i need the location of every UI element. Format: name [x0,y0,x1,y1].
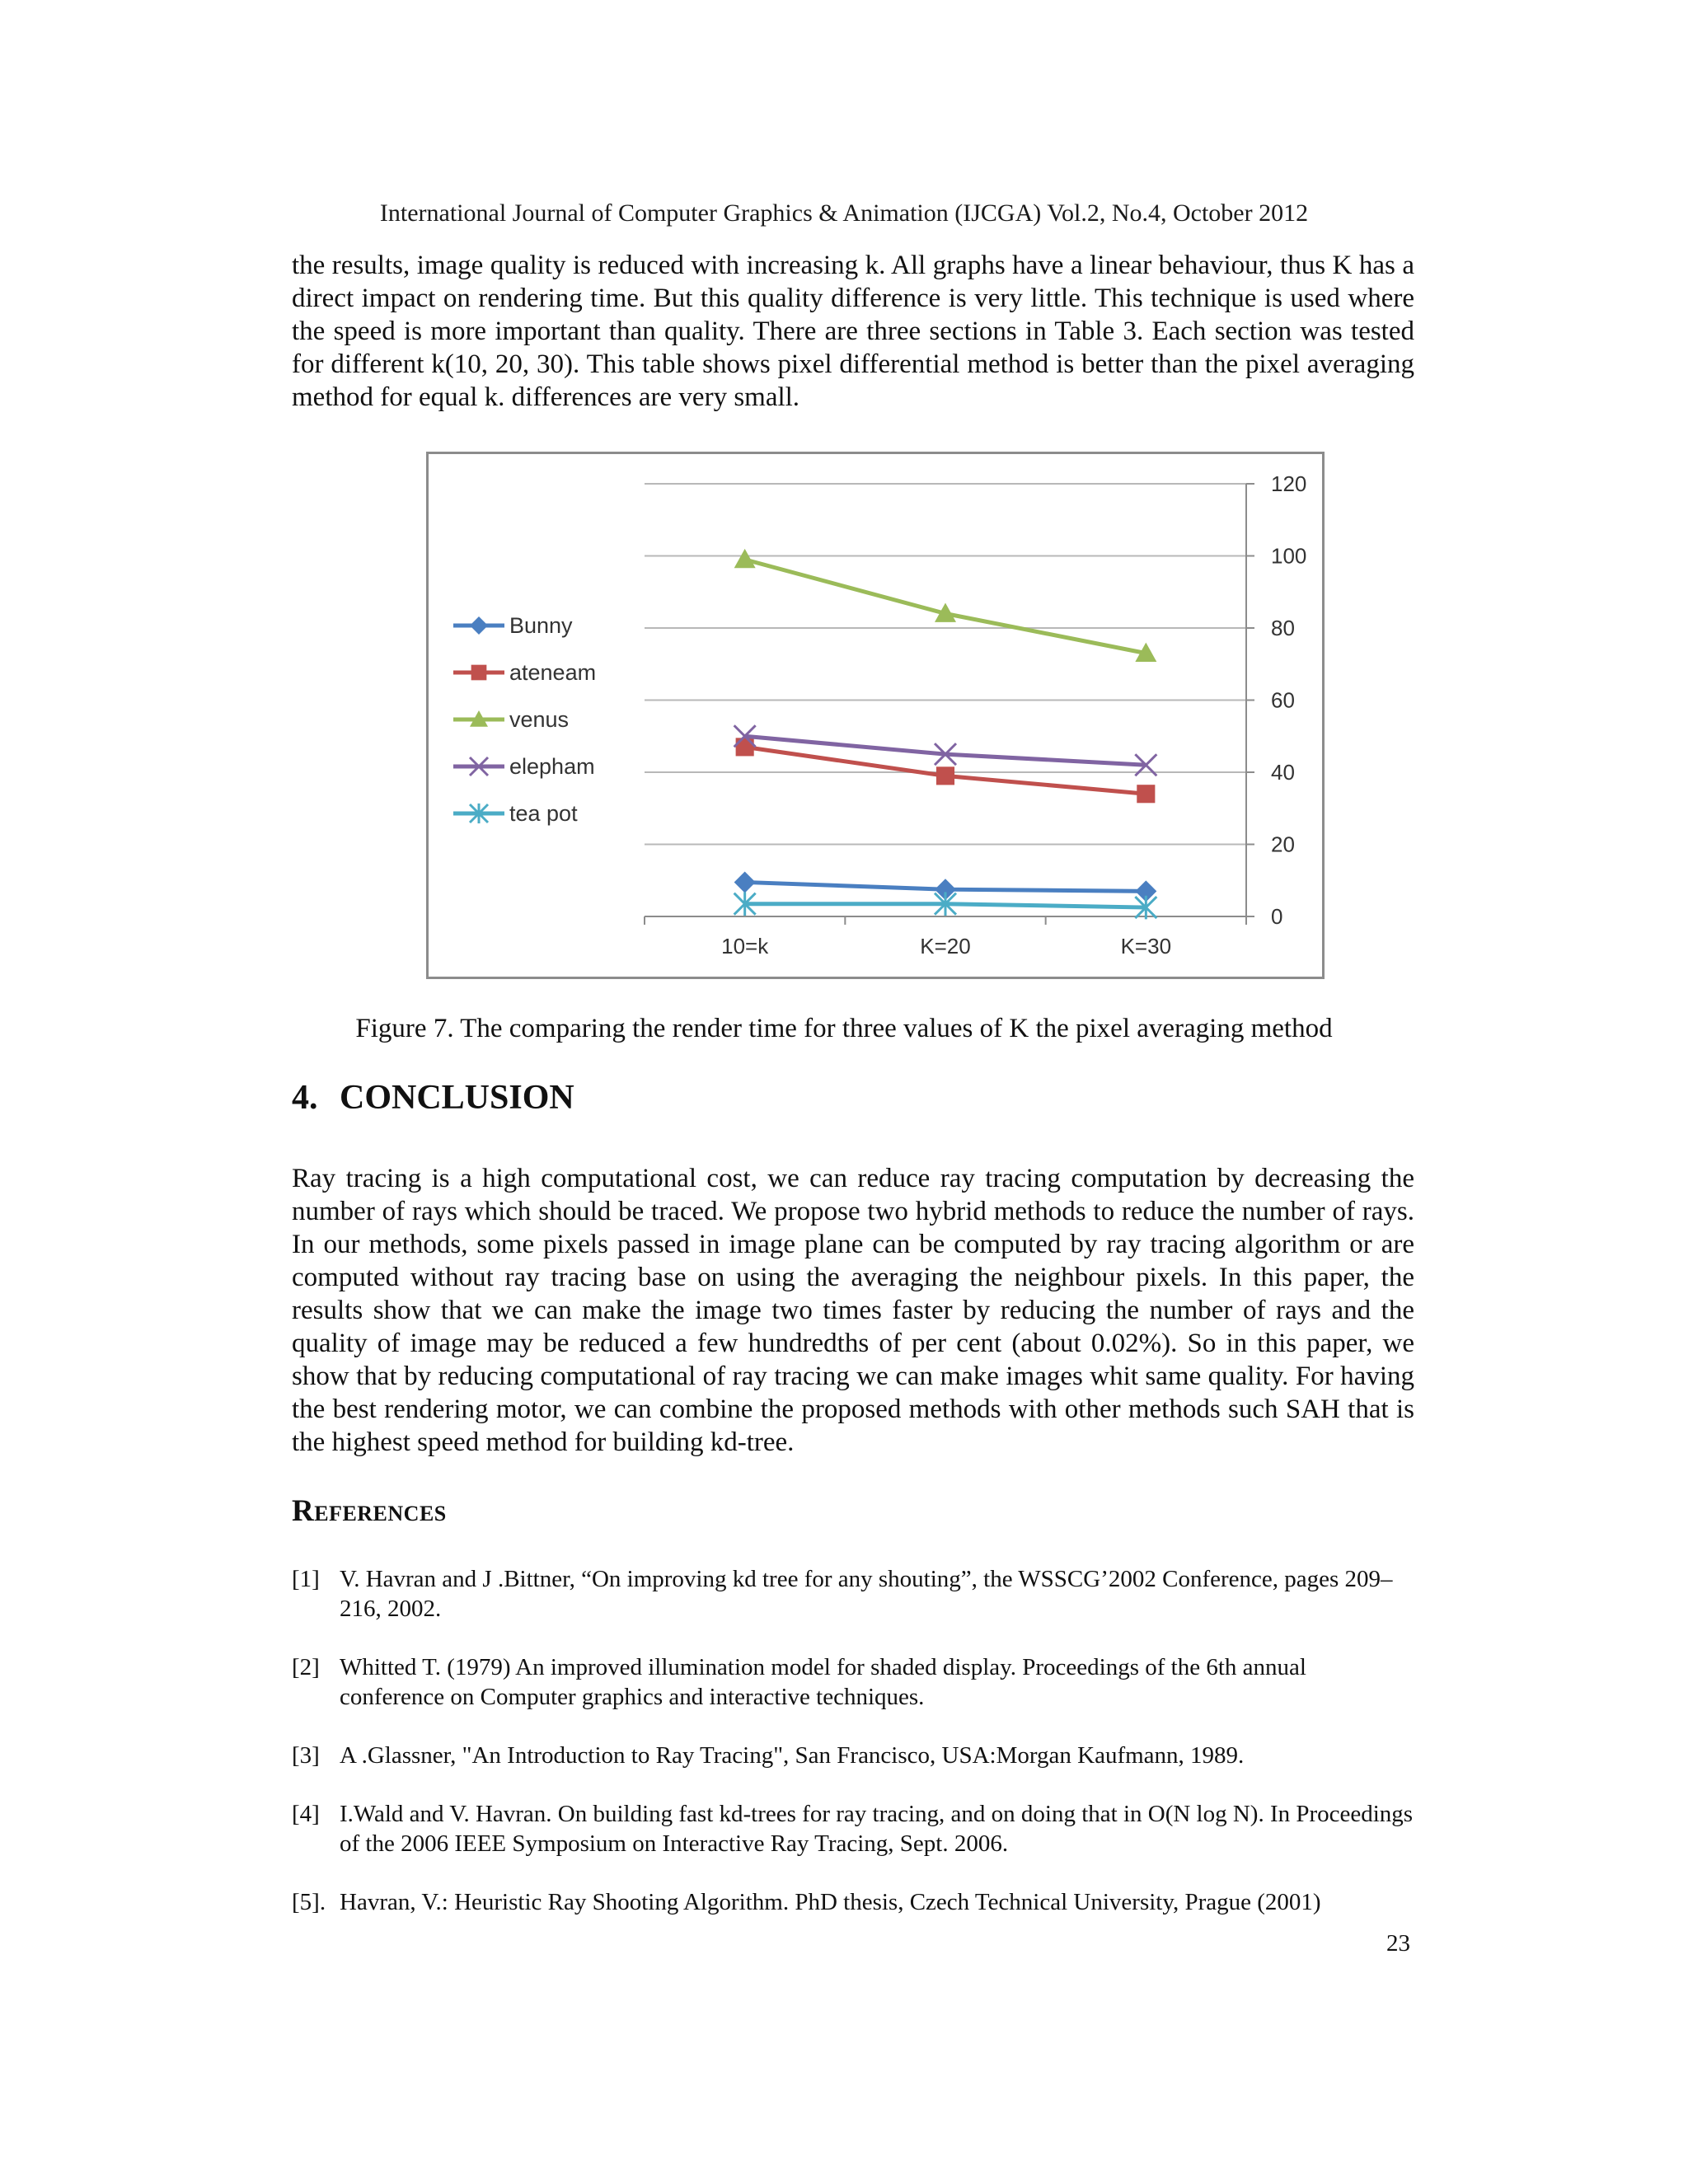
reference-text: A .Glassner, "An Introduction to Ray Tracing", San Francisco, USA:Morgan Kaufmann, 1989. [340,1742,1245,1769]
reference-item [292,1564,1414,1624]
y-tick-label: 120 [1271,471,1307,496]
page-number: 23 [1386,1930,1410,1957]
legend-label-tea-pot: tea pot [509,801,578,826]
legend-label-bunny: Bunny [509,613,573,638]
y-tick-label: 20 [1271,832,1295,857]
series-line-elepham [745,736,1146,765]
data-point-ateneam [1137,785,1155,803]
y-tick-label: 40 [1271,760,1295,785]
reference-item [292,1887,1414,1917]
reference-list [292,1564,1414,1917]
data-point-venus [734,549,756,568]
legend-marker-bunny [470,616,488,635]
paragraph-conclusion: Ray tracing is a high computational cost, we can reduce ray tracing computation by decreasing the number of rays which should be traced. We propose two hybrid methods to reduce the number of rays. In our methods, some pixels passed in image plane can be computed by ray tracing algorithm or are computed without ray tracing base on using the averaging the neighbour pixels. In this paper, the results show that we can make the image two times faster by reducing the number of rays and the quality of image may be reduced a few hundredths of per cent (about 0.02%). So in this paper, we show that by reducing computational of ray tracing we can make images whit same quality. For having the best rendering motor, we can combine the proposed methods with other methods such SAH that is the highest speed method for building kd-tree. [292,1164,1414,1457]
figure-caption: Figure 7. The comparing the render time for three values of K the pixel averaging method [355,1014,1333,1043]
reference-text: Havran, V.: Heuristic Ray Shooting Algorithm. PhD thesis, Czech Technical University, Prague (2001) [340,1889,1321,1915]
y-tick-label: 100 [1271,543,1307,569]
reference-number: [1] [292,1566,320,1592]
data-point-ateneam [936,766,954,785]
reference-number: [3] [292,1742,320,1769]
legend-marker-ateneam [471,665,487,681]
section-heading [292,1078,574,1118]
reference-text: Whitted T. (1979) An improved illumination model for shaded display. Proceedings of the 6th annual conference on Computer graphics and interactive techniques. [340,1654,1306,1710]
y-tick-label: 60 [1271,687,1295,713]
y-tick-label: 80 [1271,616,1295,640]
y-tick-label: 0 [1271,904,1283,929]
reference-item [292,1799,1414,1858]
legend-label-ateneam: ateneam [509,660,597,685]
reference-text: I.Wald and V. Havran. On building fast kd-trees for ray tracing, and on doing that in O(N log N). In Proceedings of the 2006 IEEE Symposium on Interactive Ray Tracing, Sept. 2006. [340,1801,1414,1857]
data-point-ateneam [736,738,754,756]
reference-number: [2] [292,1654,320,1680]
paragraph-results: the results, image quality is reduced with increasing k. All graphs have a linear behaviour, thus K has a direct impact on rendering time. But this quality difference is very little. This technique is used where the speed is more important than quality. There are three sections in Table 3. Each section was tested for different k(10, 20, 30). This table shows pixel differential method is better than the pixel averaging method for equal k. differences are very small. [292,251,1414,412]
x-tick-label: K=30 [1120,934,1172,958]
section-title: CONCLUSION [340,1079,574,1117]
reference-item [292,1652,1414,1712]
render-time-chart [426,452,1325,979]
section-number: 4. [292,1079,318,1117]
journal-header: International Journal of Computer Graphics & Animation (IJCGA) Vol.2, No.4, October 2012 [379,199,1309,227]
reference-text: V. Havran and J .Bittner, “On improving kd tree for any shouting”, the WSSCG’2002 Conference, pages 209–216, 2002. [340,1566,1393,1622]
legend-label-venus: venus [509,707,570,732]
reference-item [292,1741,1414,1770]
reference-number: [4] [292,1801,320,1827]
reference-number: [5]. [292,1889,326,1915]
references-heading: References [292,1494,447,1528]
x-tick-label: 10=k [721,934,769,958]
data-point-bunny [734,871,756,893]
x-tick-label: K=20 [920,934,971,958]
chart-svg [429,454,1322,977]
legend-label-elepham: elepham [509,754,595,779]
